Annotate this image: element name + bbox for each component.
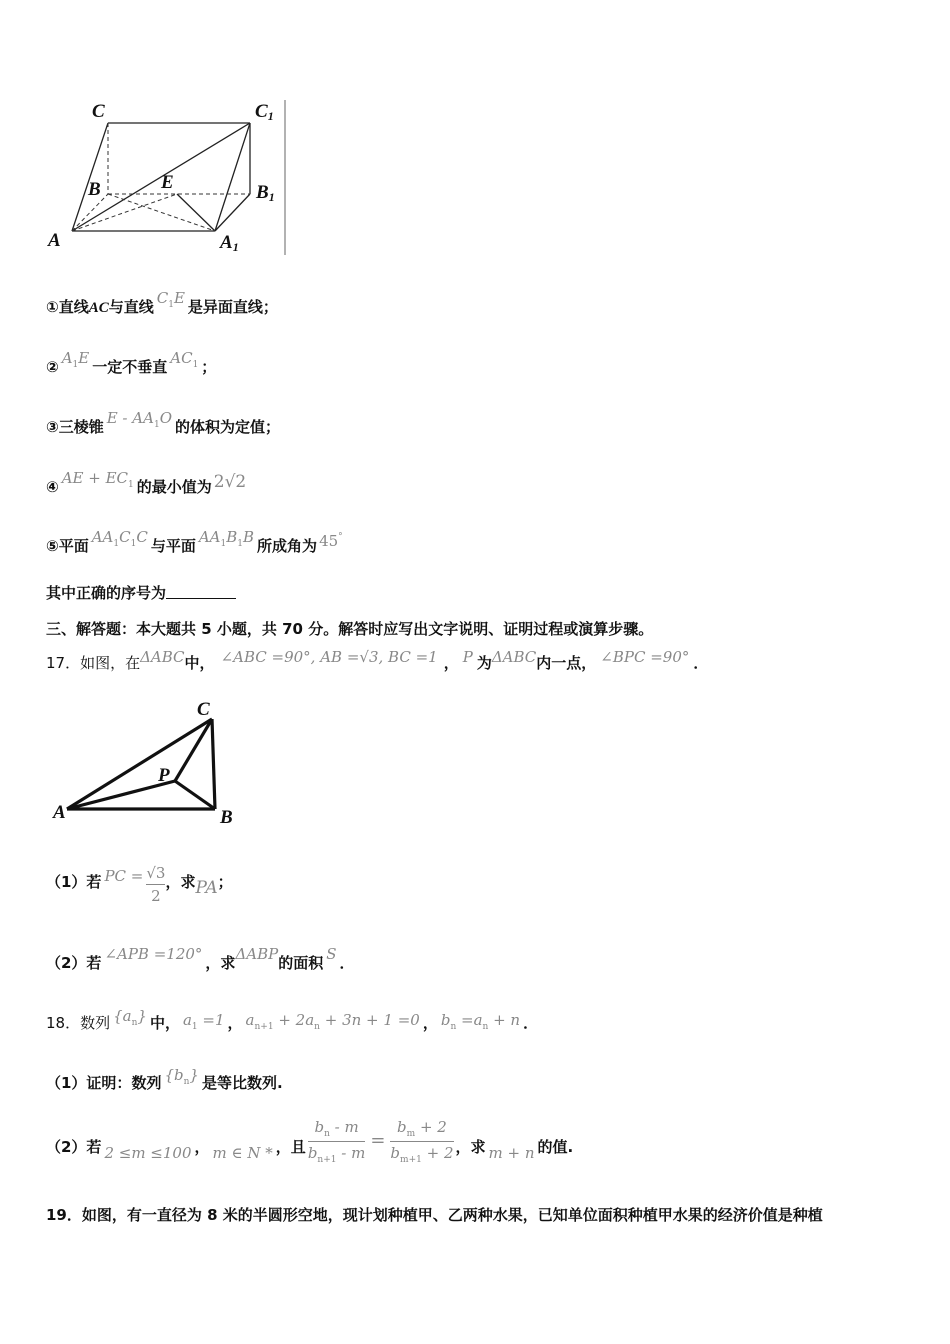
part-text: （2）若 — [46, 1138, 102, 1156]
triangle-figure — [45, 695, 255, 835]
part-text: 是等比数列. — [201, 1074, 283, 1092]
q17-part-2 — [46, 945, 355, 973]
label-A: A — [48, 230, 61, 251]
part-text: ． — [339, 954, 355, 972]
q17-part-1 — [46, 858, 233, 905]
label-B1: B1 — [256, 182, 275, 204]
statement-2 — [46, 349, 217, 379]
part-text: ， — [194, 1138, 210, 1156]
q18-part-2 — [46, 1118, 573, 1165]
part-text: ； — [217, 873, 233, 891]
answer-prompt-text: 其中正确的序号为 — [46, 584, 167, 602]
question-text: 18．数列 — [46, 1014, 111, 1032]
statement-text: 的体积为定值； — [175, 418, 281, 436]
math-expression: ΔABP — [235, 945, 279, 963]
math-expression: 2√2 — [213, 472, 247, 492]
statement-text: 直线 — [58, 298, 89, 316]
math-expression: E - $AA_1O$ — [106, 409, 172, 430]
statement-text: 与直线 — [108, 298, 154, 316]
statement-text: AC — [88, 300, 109, 316]
question-text: 为 — [476, 654, 492, 672]
label-A1: A1 — [220, 232, 239, 254]
statement-text: ； — [201, 358, 217, 376]
question-18 — [46, 1007, 539, 1035]
statement-4 — [46, 469, 247, 499]
edge-P-B — [175, 781, 215, 809]
question-text: ， — [227, 1014, 243, 1032]
statement-text: 的最小值为 — [136, 478, 212, 496]
math-expression: $\{b_n\}$ — [164, 1066, 199, 1087]
edge-C-B — [212, 719, 215, 809]
q18-part-1 — [46, 1066, 283, 1095]
part-text: 的值. — [537, 1138, 574, 1156]
statement-text: 是异面直线； — [187, 298, 278, 316]
part-text: 的面积 — [278, 954, 324, 972]
statement-1 — [46, 289, 278, 319]
part-text: ，且 — [275, 1138, 306, 1156]
math-expression: AE + $EC_1$ — [61, 469, 134, 490]
math-expression: $AC_1$ — [170, 349, 199, 370]
math-expression: 2 ≤m ≤100 — [104, 1144, 192, 1162]
question-text: ， — [422, 1014, 438, 1032]
label-C: C — [197, 699, 210, 720]
prism-figure — [40, 95, 300, 260]
statement-number: ① — [46, 298, 59, 316]
math-expression: ∠ABC =90°, AB =√3, BC =1 — [220, 648, 438, 666]
answer-blank — [166, 586, 236, 599]
edge-A1-E — [177, 194, 215, 231]
statement-text: 一定不垂直 — [92, 358, 168, 376]
statement-text: 三棱锥 — [58, 418, 104, 436]
part-text: ，求 — [455, 1138, 486, 1156]
part-text: （1）若 — [46, 873, 102, 891]
edge-P-C — [175, 719, 212, 781]
question-text: 中， — [149, 1014, 180, 1032]
part-text: （2）若 — [46, 954, 102, 972]
label-B: B — [88, 179, 101, 200]
math-expression: ΔABC — [491, 648, 537, 666]
math-expression: S — [326, 945, 337, 963]
statement-number: ④ — [46, 478, 59, 496]
math-expression: $C_1E$ — [156, 289, 185, 310]
math-expression: $b_n =a_n + n$ — [440, 1011, 521, 1032]
fraction-sqrt3-over-2: $\frac{√3}{2}$ — [146, 864, 166, 905]
equals-sign: = — [370, 1130, 386, 1151]
fraction-left: $\frac{b_n - m}{b_{n+1} - m}$ — [307, 1118, 366, 1165]
question-text: 17．如图，在 — [46, 654, 141, 672]
question-text: 中， — [184, 654, 215, 672]
question-text: ． — [693, 654, 709, 672]
question-text: ， — [443, 654, 459, 672]
math-expression: m ∈ N * — [212, 1144, 273, 1162]
statement-5 — [46, 528, 343, 558]
fraction-right: $\frac{b_m + 2}{b_{m+1} + 2}$ — [390, 1118, 454, 1165]
edge-A-C — [72, 123, 108, 231]
statement-number: ② — [46, 358, 59, 376]
statement-number: ⑤ — [46, 537, 59, 555]
math-expression: PA — [195, 878, 218, 898]
math-expression: ΔABC — [140, 648, 185, 666]
question-17 — [46, 648, 709, 673]
math-expression: $a_1 =1$ — [182, 1011, 225, 1032]
part-text: （1）证明：数列 — [46, 1074, 162, 1092]
label-B: B — [220, 807, 233, 828]
math-expression: m + n — [488, 1144, 535, 1162]
label-E: E — [161, 172, 174, 193]
math-expression: $a_{n+1} + 2a_n + 3n + 1 =0$ — [245, 1011, 420, 1032]
math-expression: P — [462, 648, 473, 666]
math-expression: ∠APB =120° — [104, 945, 203, 963]
section-heading: 三、解答题：本大题共 5 小题，共 70 分。解答时应写出文字说明、证明过程或演算步骤。 — [46, 620, 654, 638]
answer-prompt — [46, 582, 236, 603]
part-text: ，求 — [205, 954, 236, 972]
label-C: C — [92, 101, 105, 122]
statement-text: 与平面 — [150, 537, 196, 555]
label-C1: C1 — [255, 101, 274, 123]
label-P: P — [158, 765, 170, 786]
statement-3 — [46, 409, 281, 439]
statement-number: ③ — [46, 418, 59, 436]
part-text: ，求 — [165, 873, 196, 891]
edge-A-C — [67, 719, 212, 809]
edge-A1-B1 — [215, 194, 250, 231]
math-expression: 45° — [319, 532, 343, 550]
math-expression: $AA_1B_1B$ — [198, 528, 255, 549]
label-A: A — [53, 802, 66, 823]
math-expression: $AA_1C_1C$ — [91, 528, 148, 549]
math-expression: PC = — [104, 867, 144, 885]
math-expression: $A_1E$ — [61, 349, 90, 370]
edge-A1-C1 — [215, 123, 250, 231]
math-expression: ∠BPC =90° — [600, 648, 690, 666]
question-text: ． — [523, 1014, 539, 1032]
statement-text: 平面 — [58, 537, 89, 555]
math-expression: $\{a_n\}$ — [113, 1007, 147, 1028]
question-19: 19．如图，有一直径为 8 米的半圆形空地，现计划种植甲、乙两种水果，已知单位面积种植甲水果的经济价值是种植 — [46, 1206, 823, 1224]
statement-text: 所成角为 — [257, 537, 318, 555]
question-text: 内一点， — [536, 654, 597, 672]
